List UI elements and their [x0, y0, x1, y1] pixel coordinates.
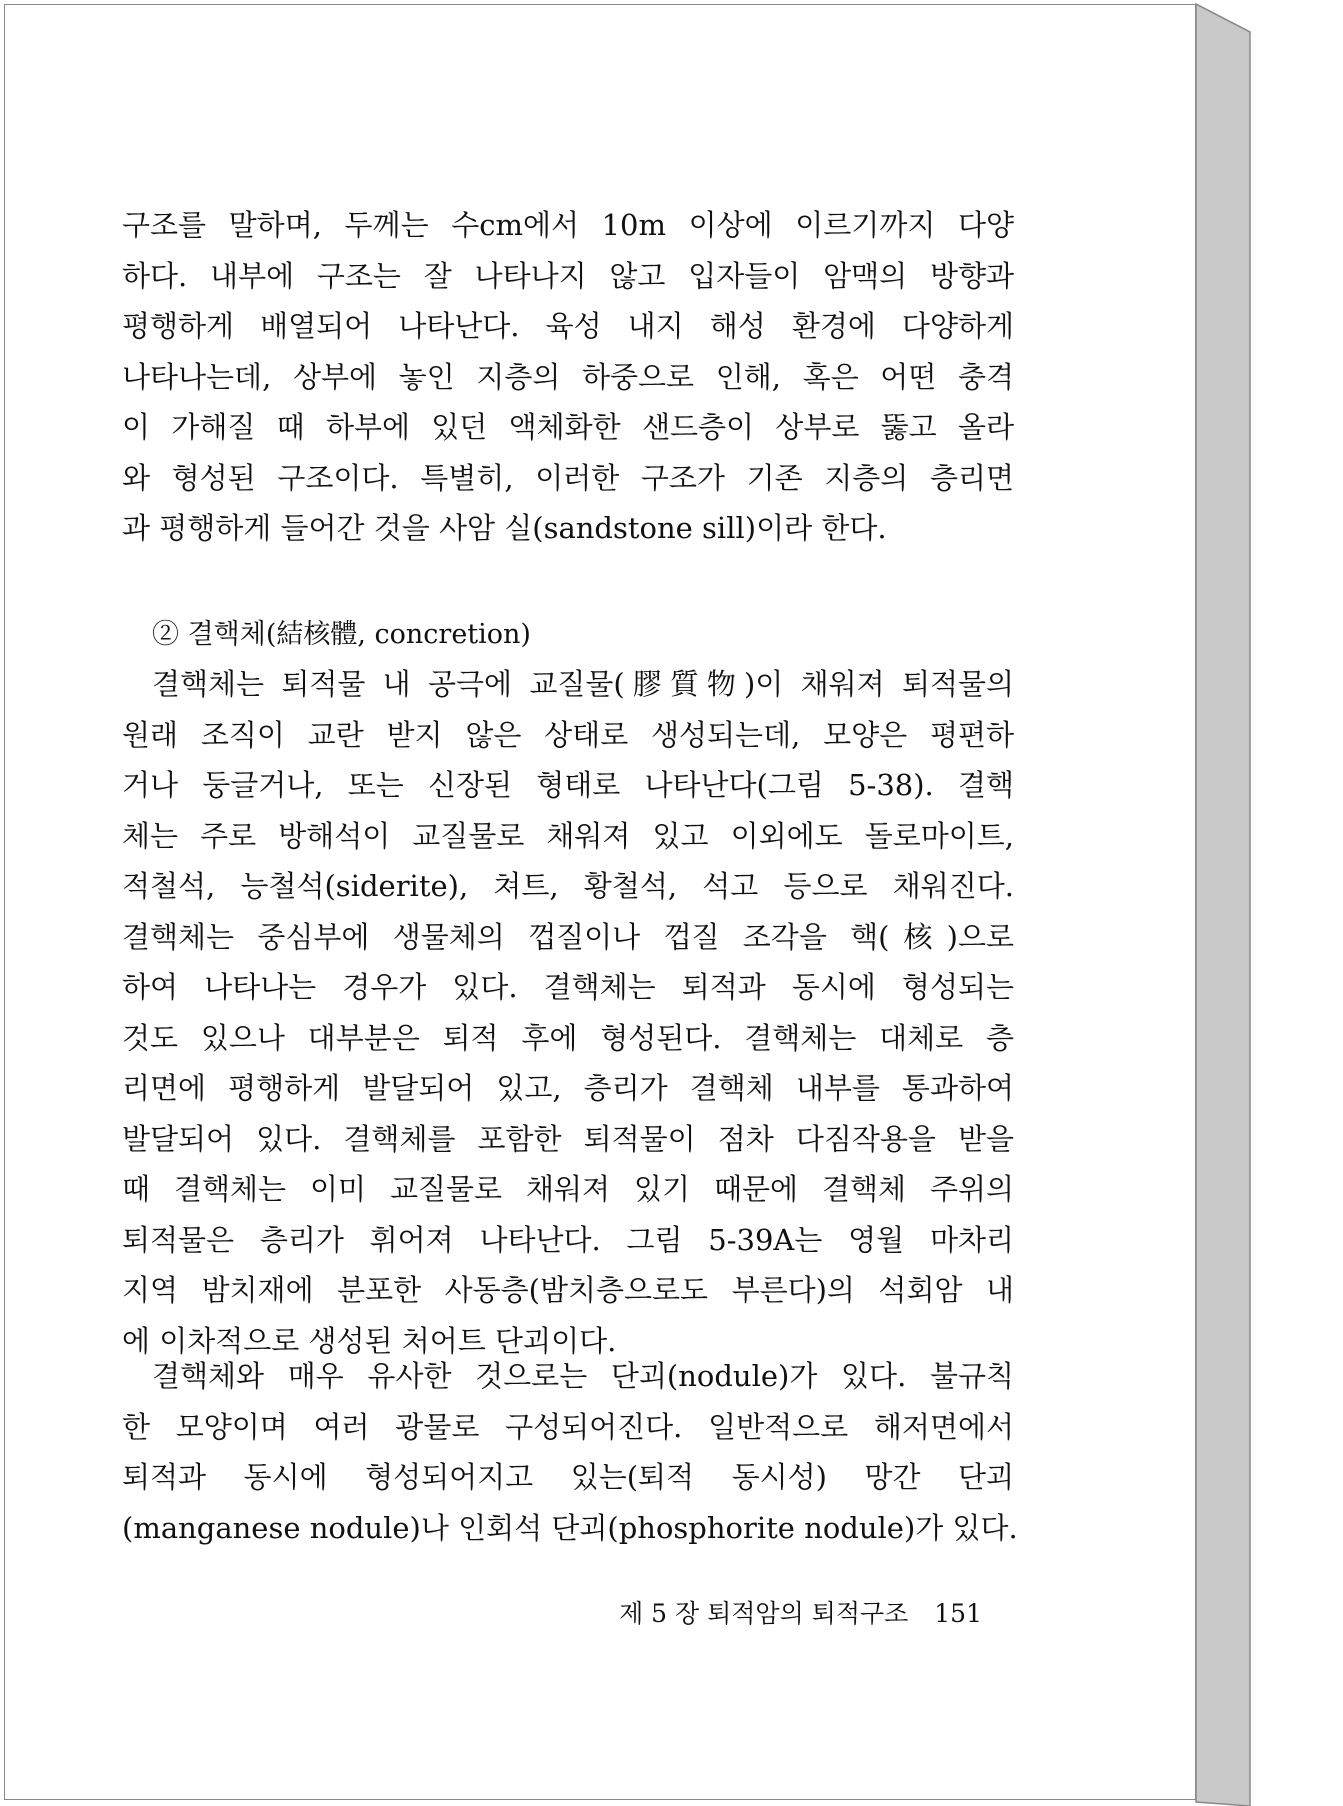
- paragraph-1: [122, 200, 1014, 554]
- text-line: 과 평행하게 들어간 것을 사암 실(sandstone sill)이라 한다.: [122, 511, 887, 545]
- text-line: 원래 조직이 교란 받지 않은 상태로 생성되는데, 모양은 평편하: [122, 717, 1014, 752]
- text-line: 한 모양이며 여러 광물로 구성되어진다. 일반적으로 해저면에서: [122, 1409, 1014, 1444]
- text-line: 퇴적과 동시에 형성되어지고 있는(퇴적 동시성) 망간 단괴: [122, 1460, 1014, 1494]
- section-heading: [122, 610, 1014, 660]
- text-line: (manganese nodule)나 인회석 단괴(phosphorite nodule)가 있다.: [122, 1510, 1018, 1545]
- text-line: 에 이차적으로 생성된 처어트 단괴이다.: [122, 1323, 617, 1358]
- text-line: 구조를 말하며, 두께는 수cm에서 10m 이상에 이르기까지 다양: [122, 208, 1014, 242]
- text-line: 결핵체와 매우 유사한 것으로는 단괴(nodule)가 있다. 불규칙: [152, 1359, 1014, 1393]
- paragraph-3: [122, 1351, 1018, 1553]
- text-line: 와 형성된 구조이다. 특별히, 이러한 구조가 기존 지층의 층리면: [122, 460, 1014, 495]
- heading-text: ② 결핵체(結核體, concretion): [152, 619, 531, 650]
- text-line: 적철석, 능철석(siderite), 쳐트, 황철석, 석고 등으로 채워진다.: [122, 869, 1014, 903]
- text-line: 하여 나타나는 경우가 있다. 결핵체는 퇴적과 동시에 형성되는: [122, 970, 1014, 1004]
- text-line: 리면에 평행하게 발달되어 있고, 층리가 결핵체 내부를 통과하여: [122, 1071, 1014, 1105]
- text-line: 거나 둥글거나, 또는 신장된 형태로 나타난다(그림 5-38). 결핵: [122, 768, 1014, 802]
- text-line: 평행하게 배열되어 나타난다. 육성 내지 해성 환경에 다양하게: [122, 309, 1014, 343]
- text-line: 지역 밤치재에 분포한 사동층(밤치층으로도 부른다)의 석회암 내: [122, 1273, 1014, 1307]
- page-number: 151: [934, 1599, 982, 1628]
- page-footer: [600, 1594, 982, 1630]
- paragraph-2: [122, 659, 1014, 1366]
- text-line: 결핵체는 퇴적물 내 공극에 교질물(膠質物)이 채워져 퇴적물의: [152, 667, 1014, 701]
- text-line: 것도 있으나 대부분은 퇴적 후에 형성된다. 결핵체는 대체로 층: [122, 1020, 1014, 1055]
- text-line: 결핵체는 중심부에 생물체의 껍질이나 껍질 조각을 핵(核)으로: [122, 919, 1014, 954]
- text-line: 체는 주로 방해석이 교질물로 채워져 있고 이외에도 돌로마이트,: [122, 818, 1014, 853]
- text-line: 하다. 내부에 구조는 잘 나타나지 않고 입자들이 암맥의 방향과: [122, 258, 1014, 293]
- chapter-title: 제 5 장 퇴적암의 퇴적구조: [619, 1599, 909, 1628]
- text-line: 이 가해질 때 하부에 있던 액체화한 샌드층이 상부로 뚫고 올라: [122, 410, 1014, 444]
- text-line: 때 결핵체는 이미 교질물로 채워져 있기 때문에 결핵체 주위의: [122, 1172, 1014, 1206]
- text-line: 발달되어 있다. 결핵체를 포함한 퇴적물이 점차 다짐작용을 받을: [122, 1121, 1014, 1156]
- text-line: 퇴적물은 층리가 휘어져 나타난다. 그림 5-39A는 영월 마차리: [122, 1222, 1014, 1257]
- text-line: 나타나는데, 상부에 놓인 지층의 하중으로 인해, 혹은 어떤 충격: [122, 359, 1014, 394]
- book-edge-shading: [1196, 4, 1250, 1806]
